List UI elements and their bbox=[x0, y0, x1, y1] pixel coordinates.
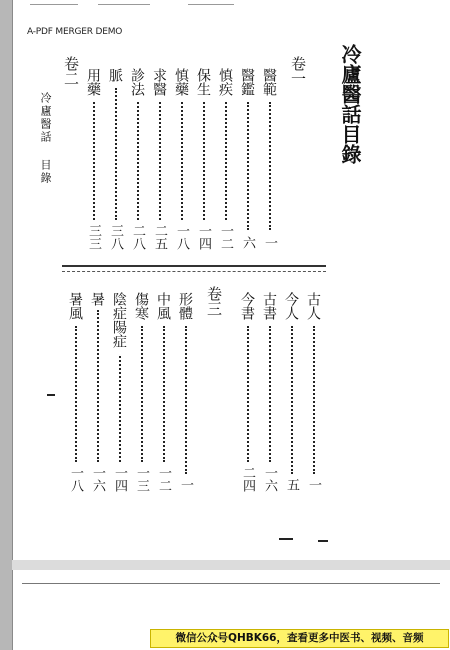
vol2-label: 卷二 bbox=[62, 56, 80, 86]
toc-page: 一 bbox=[262, 236, 277, 249]
toc-entry: 古書 bbox=[261, 292, 277, 320]
toc-page: 一六 bbox=[262, 466, 277, 492]
toc-page: 三八 bbox=[108, 224, 123, 250]
leader-dots bbox=[115, 88, 117, 220]
leader-dots bbox=[247, 102, 249, 230]
leader-dots bbox=[291, 326, 293, 474]
toc-entry: 保生 bbox=[195, 68, 211, 96]
toc-page: 一八 bbox=[174, 224, 189, 250]
leader-dots bbox=[269, 326, 271, 462]
top-rule bbox=[98, 4, 150, 5]
toc-page: 一四 bbox=[196, 224, 211, 250]
toc-entry: 脈 bbox=[107, 68, 123, 82]
toc-entry: 陰症陽症 bbox=[111, 292, 127, 348]
toc-entry: 中風 bbox=[155, 292, 171, 320]
leader-dots bbox=[203, 102, 205, 220]
top-rule bbox=[30, 4, 78, 5]
toc-page: 二五 bbox=[152, 224, 167, 250]
leader-dots bbox=[163, 326, 165, 462]
toc-page: 一二 bbox=[218, 224, 233, 250]
toc-entry: 診法 bbox=[129, 68, 145, 96]
toc-page: 一四 bbox=[112, 466, 127, 492]
toc-entry: 求醫 bbox=[151, 68, 167, 96]
vol3-label: 卷三 bbox=[205, 286, 223, 316]
toc-page: 一二 bbox=[156, 466, 171, 492]
leader-dots bbox=[75, 326, 77, 462]
toc-entry: 暑 bbox=[89, 292, 105, 306]
leader-dots bbox=[137, 102, 139, 220]
toc-page: 一 bbox=[306, 478, 321, 491]
toc-entry: 暑風 bbox=[67, 292, 83, 320]
vol1-label: 卷一 bbox=[289, 56, 307, 86]
toc-entry: 今人 bbox=[283, 292, 299, 320]
margin-mark bbox=[279, 538, 293, 540]
margin-mark bbox=[47, 394, 55, 396]
leader-dots bbox=[185, 326, 187, 474]
margin-mark bbox=[318, 540, 328, 542]
leader-dots bbox=[141, 326, 143, 462]
toc-page: 六 bbox=[240, 236, 255, 249]
toc-page: 一 bbox=[178, 478, 193, 491]
leader-dots bbox=[269, 102, 271, 230]
toc-entry: 古人 bbox=[305, 292, 321, 320]
toc-entry: 慎疾 bbox=[217, 68, 233, 96]
toc-entry: 醫鑑 bbox=[239, 68, 255, 96]
footer-banner: 微信公众号QHBK66，查看更多中医书、视频、音频 bbox=[150, 629, 449, 648]
leader-dots bbox=[97, 310, 99, 462]
leader-dots bbox=[181, 102, 183, 220]
toc-page: 三三 bbox=[86, 224, 101, 250]
toc-page: 一六 bbox=[90, 466, 105, 492]
toc-entry: 慎藥 bbox=[173, 68, 189, 96]
toc-entry: 醫範 bbox=[261, 68, 277, 96]
leader-dots bbox=[225, 102, 227, 220]
watermark-label: A-PDF MERGER DEMO bbox=[27, 27, 123, 37]
page-break bbox=[12, 560, 450, 570]
toc-page: 一八 bbox=[68, 466, 83, 492]
top-rule bbox=[188, 4, 234, 5]
toc-page: 五 bbox=[284, 478, 299, 491]
leader-dots bbox=[159, 102, 161, 220]
toc-page: 二四 bbox=[240, 466, 255, 492]
leader-dots bbox=[247, 326, 249, 462]
viewer-left-strip bbox=[0, 0, 13, 650]
side-label: 冷廬醫話 目錄 bbox=[39, 92, 52, 185]
toc-entry: 今書 bbox=[239, 292, 255, 320]
toc-entry: 用藥 bbox=[85, 68, 101, 96]
leader-dots bbox=[93, 102, 95, 220]
toc-page: 二八 bbox=[130, 224, 145, 250]
leader-dots bbox=[313, 326, 315, 474]
document-title: 冷廬醫話目錄 bbox=[338, 44, 362, 164]
toc-page: 一三 bbox=[134, 466, 149, 492]
next-page-rule bbox=[22, 583, 440, 584]
section-divider bbox=[62, 265, 326, 272]
toc-entry: 形體 bbox=[177, 292, 193, 320]
toc-entry: 傷寒 bbox=[133, 292, 149, 320]
leader-dots bbox=[119, 356, 121, 462]
